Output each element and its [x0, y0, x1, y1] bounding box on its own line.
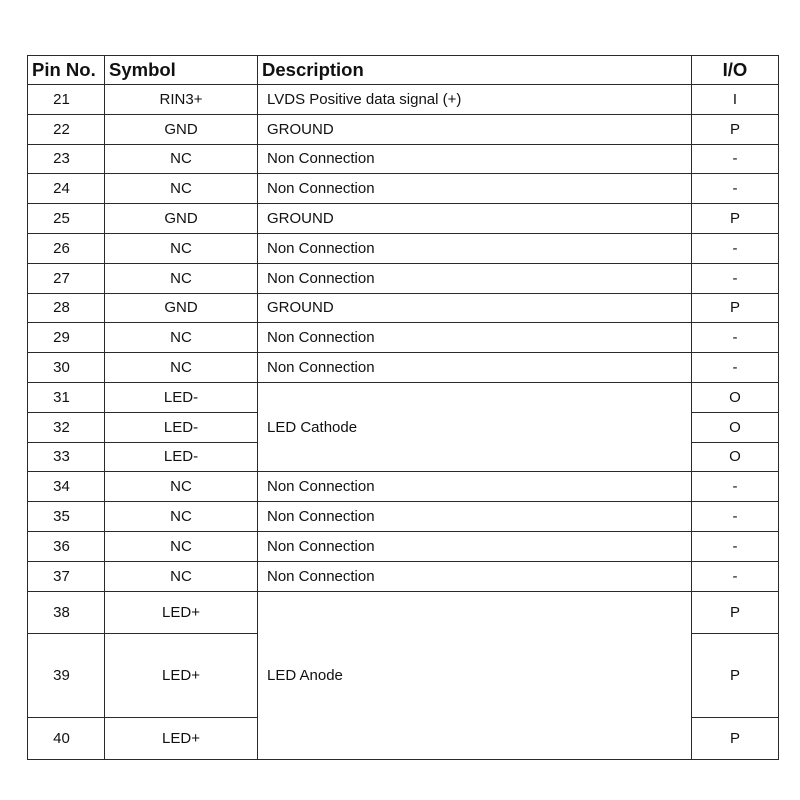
table-row [28, 233, 779, 263]
io-cell: O [692, 412, 779, 442]
description-cell: Non Connection [258, 263, 692, 293]
table-row [28, 472, 779, 502]
table-row [28, 174, 779, 204]
io-cell: - [692, 263, 779, 293]
description-cell-merged: LED Cathode [258, 382, 692, 471]
header-description: Description [258, 56, 692, 85]
symbol-cell: RIN3+ [105, 85, 258, 115]
io-cell: P [692, 293, 779, 323]
io-cell: P [692, 633, 779, 717]
symbol-cell: NC [105, 531, 258, 561]
symbol-cell: NC [105, 502, 258, 532]
table-row [28, 561, 779, 591]
table-row [28, 204, 779, 234]
io-cell: - [692, 502, 779, 532]
pin-cell: 25 [28, 204, 105, 234]
table-row [28, 293, 779, 323]
description-cell: GROUND [258, 293, 692, 323]
description-cell: Non Connection [258, 561, 692, 591]
pin-cell: 38 [28, 591, 105, 633]
pin-cell: 23 [28, 144, 105, 174]
table-row [28, 85, 779, 115]
symbol-cell: LED- [105, 382, 258, 412]
io-cell: P [692, 717, 779, 759]
table-row [28, 502, 779, 532]
pin-cell: 36 [28, 531, 105, 561]
pin-cell: 21 [28, 85, 105, 115]
table-row [28, 382, 779, 412]
symbol-cell: LED+ [105, 591, 258, 633]
description-cell: GROUND [258, 204, 692, 234]
symbol-cell: GND [105, 204, 258, 234]
io-cell: P [692, 114, 779, 144]
header-io: I/O [692, 56, 779, 85]
description-cell: Non Connection [258, 233, 692, 263]
pin-cell: 29 [28, 323, 105, 353]
table-row [28, 263, 779, 293]
io-cell: - [692, 472, 779, 502]
pin-cell: 22 [28, 114, 105, 144]
pin-cell: 27 [28, 263, 105, 293]
description-cell: Non Connection [258, 472, 692, 502]
pin-cell: 35 [28, 502, 105, 532]
symbol-cell: NC [105, 472, 258, 502]
symbol-cell: LED+ [105, 633, 258, 717]
table-row [28, 353, 779, 383]
symbol-cell: LED- [105, 412, 258, 442]
pin-cell: 26 [28, 233, 105, 263]
symbol-cell: GND [105, 114, 258, 144]
io-cell: - [692, 561, 779, 591]
header-pin-no: Pin No. [28, 56, 105, 85]
pin-cell: 31 [28, 382, 105, 412]
table-row [28, 144, 779, 174]
pin-cell: 37 [28, 561, 105, 591]
pin-cell: 34 [28, 472, 105, 502]
io-cell: - [692, 353, 779, 383]
description-cell: Non Connection [258, 353, 692, 383]
symbol-cell: NC [105, 263, 258, 293]
symbol-cell: NC [105, 353, 258, 383]
description-cell: LVDS Positive data signal (+) [258, 85, 692, 115]
header-symbol: Symbol [105, 56, 258, 85]
description-cell: Non Connection [258, 174, 692, 204]
pin-assignment-table [27, 55, 779, 760]
pin-cell: 33 [28, 442, 105, 472]
io-cell: P [692, 204, 779, 234]
symbol-cell: NC [105, 561, 258, 591]
symbol-cell: LED- [105, 442, 258, 472]
description-cell: Non Connection [258, 323, 692, 353]
symbol-cell: NC [105, 233, 258, 263]
io-cell: O [692, 442, 779, 472]
io-cell: I [692, 85, 779, 115]
symbol-cell: NC [105, 174, 258, 204]
io-cell: - [692, 323, 779, 353]
table-row [28, 591, 779, 633]
table-header-row [28, 56, 779, 85]
pin-cell: 28 [28, 293, 105, 323]
symbol-cell: LED+ [105, 717, 258, 759]
description-cell: Non Connection [258, 502, 692, 532]
table-row [28, 531, 779, 561]
pin-cell: 30 [28, 353, 105, 383]
description-cell: Non Connection [258, 144, 692, 174]
symbol-cell: NC [105, 323, 258, 353]
io-cell: - [692, 174, 779, 204]
symbol-cell: GND [105, 293, 258, 323]
description-cell: Non Connection [258, 531, 692, 561]
io-cell: P [692, 591, 779, 633]
pin-cell: 40 [28, 717, 105, 759]
table-row [28, 114, 779, 144]
symbol-cell: NC [105, 144, 258, 174]
io-cell: - [692, 531, 779, 561]
pin-cell: 39 [28, 633, 105, 717]
table-row [28, 323, 779, 353]
pin-cell: 32 [28, 412, 105, 442]
io-cell: O [692, 382, 779, 412]
description-cell-merged: LED Anode [258, 591, 692, 759]
description-cell: GROUND [258, 114, 692, 144]
io-cell: - [692, 144, 779, 174]
io-cell: - [692, 233, 779, 263]
pin-cell: 24 [28, 174, 105, 204]
